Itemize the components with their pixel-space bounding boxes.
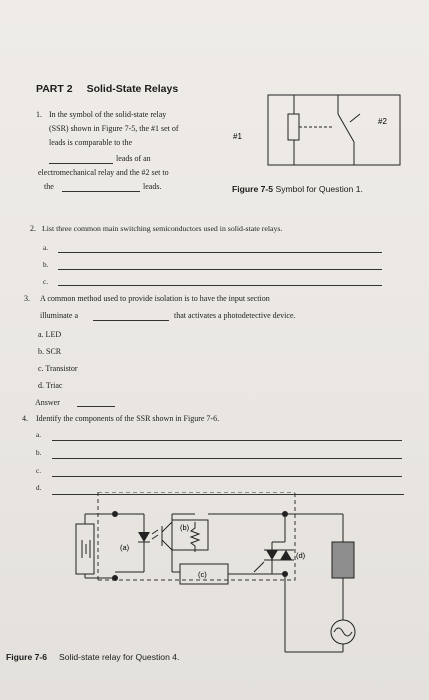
- q2-b-answer-line[interactable]: [58, 269, 382, 270]
- q4-a-answer-line[interactable]: [52, 440, 402, 441]
- fig76-label-d: (d): [296, 551, 306, 560]
- q2-a-answer-line[interactable]: [58, 252, 382, 253]
- q1-blank-2[interactable]: [62, 191, 140, 192]
- fig75-label-2: #2: [378, 117, 387, 126]
- fig75-caption-num: Figure 7-5: [232, 184, 274, 194]
- q1-line4: leads of an: [116, 154, 151, 163]
- q4-a-label: a.: [36, 431, 41, 439]
- fig76-caption: [6, 652, 179, 662]
- fig76-label-c: (c): [198, 570, 207, 579]
- q4-d-label: d.: [36, 484, 42, 492]
- trigger-box: [172, 520, 208, 550]
- triac-icon-part2: [280, 550, 292, 560]
- q1-line1: In the symbol of the solid-state relay: [49, 110, 167, 119]
- q3-line2-post: that activates a photodetective device.: [174, 311, 296, 320]
- q4-text: Identify the components of the SSR shown in Figure 7-6.: [36, 414, 220, 423]
- q1-line6-post: leads.: [143, 182, 162, 191]
- fig75-label-1: #1: [233, 132, 242, 141]
- q3-option-d[interactable]: d. Triac: [38, 381, 63, 390]
- q3-answer-line[interactable]: [77, 406, 115, 407]
- q1-blank-1[interactable]: [49, 163, 113, 164]
- phototransistor-emitter: [162, 540, 172, 550]
- q2-b-label: b.: [43, 261, 49, 269]
- ac-sine-icon: [334, 628, 352, 636]
- load-block: [332, 542, 354, 578]
- q1-line6-pre: the: [44, 182, 54, 191]
- source-frame: [76, 524, 94, 574]
- q2-a-label: a.: [43, 244, 48, 252]
- part-label: PART 2: [36, 83, 73, 95]
- q1-line3: leads is comparable to the: [49, 138, 133, 147]
- part-heading: [36, 83, 178, 95]
- ssr-switch-blade: [338, 114, 354, 142]
- led-diode-icon: [138, 532, 150, 542]
- q4-b-answer-line[interactable]: [52, 458, 402, 459]
- q2-text: List three common main switching semiconductors used in solid-state relays.: [42, 224, 283, 233]
- input-terminal-2: [112, 575, 118, 581]
- q3-answer-label: Answer: [35, 398, 60, 407]
- q4-c-label: c.: [36, 467, 41, 475]
- phototransistor-collector: [162, 522, 172, 532]
- resistor-icon: [191, 522, 199, 552]
- q3-blank[interactable]: [93, 320, 169, 321]
- enclosure-bottom: [98, 492, 295, 580]
- q2-number: 2.: [30, 224, 36, 233]
- ssr-input-coil: [288, 114, 299, 140]
- fig76-caption-text: Solid-state relay for Question 4.: [59, 652, 180, 662]
- fig75-caption-text: Symbol for Question 1.: [275, 184, 363, 194]
- q3-option-b[interactable]: b. SCR: [38, 347, 62, 356]
- q4-number: 4.: [22, 414, 28, 423]
- q2-c-label: c.: [43, 278, 48, 286]
- part-title: Solid-State Relays: [86, 83, 179, 95]
- q3-number: 3.: [24, 294, 30, 303]
- q2-c-answer-line[interactable]: [58, 285, 382, 286]
- triac-icon-part1: [266, 550, 278, 560]
- q3-line1: A common method used to provide isolation is to have the input section: [40, 294, 270, 303]
- fig76-label-a: (a): [120, 543, 130, 552]
- q1-number: 1.: [36, 110, 42, 119]
- q3-option-c[interactable]: c. Transistor: [38, 364, 78, 373]
- fig75-caption: [232, 184, 363, 194]
- q1-line2: (SSR) shown in Figure 7-5, the #1 set of: [49, 124, 179, 133]
- figure-7-6-ssr-circuit: [40, 492, 390, 668]
- led-emission-arrow-1: [152, 530, 158, 534]
- triac-gate: [254, 562, 264, 572]
- q4-c-answer-line[interactable]: [52, 476, 402, 477]
- q3-option-a[interactable]: a. LED: [38, 330, 62, 339]
- led-emission-arrow-2: [152, 535, 158, 539]
- q3-line2-pre: illuminate a: [40, 311, 78, 320]
- fig76-label-b: (b): [180, 523, 190, 532]
- q1-line5: electromechanical relay and the #2 set to: [38, 168, 169, 177]
- q4-b-label: b.: [36, 449, 42, 457]
- figure-7-5-ssr-symbol: [228, 92, 408, 182]
- fig76-caption-num: Figure 7-6: [6, 652, 48, 662]
- ssr-switch-contact: [350, 114, 360, 122]
